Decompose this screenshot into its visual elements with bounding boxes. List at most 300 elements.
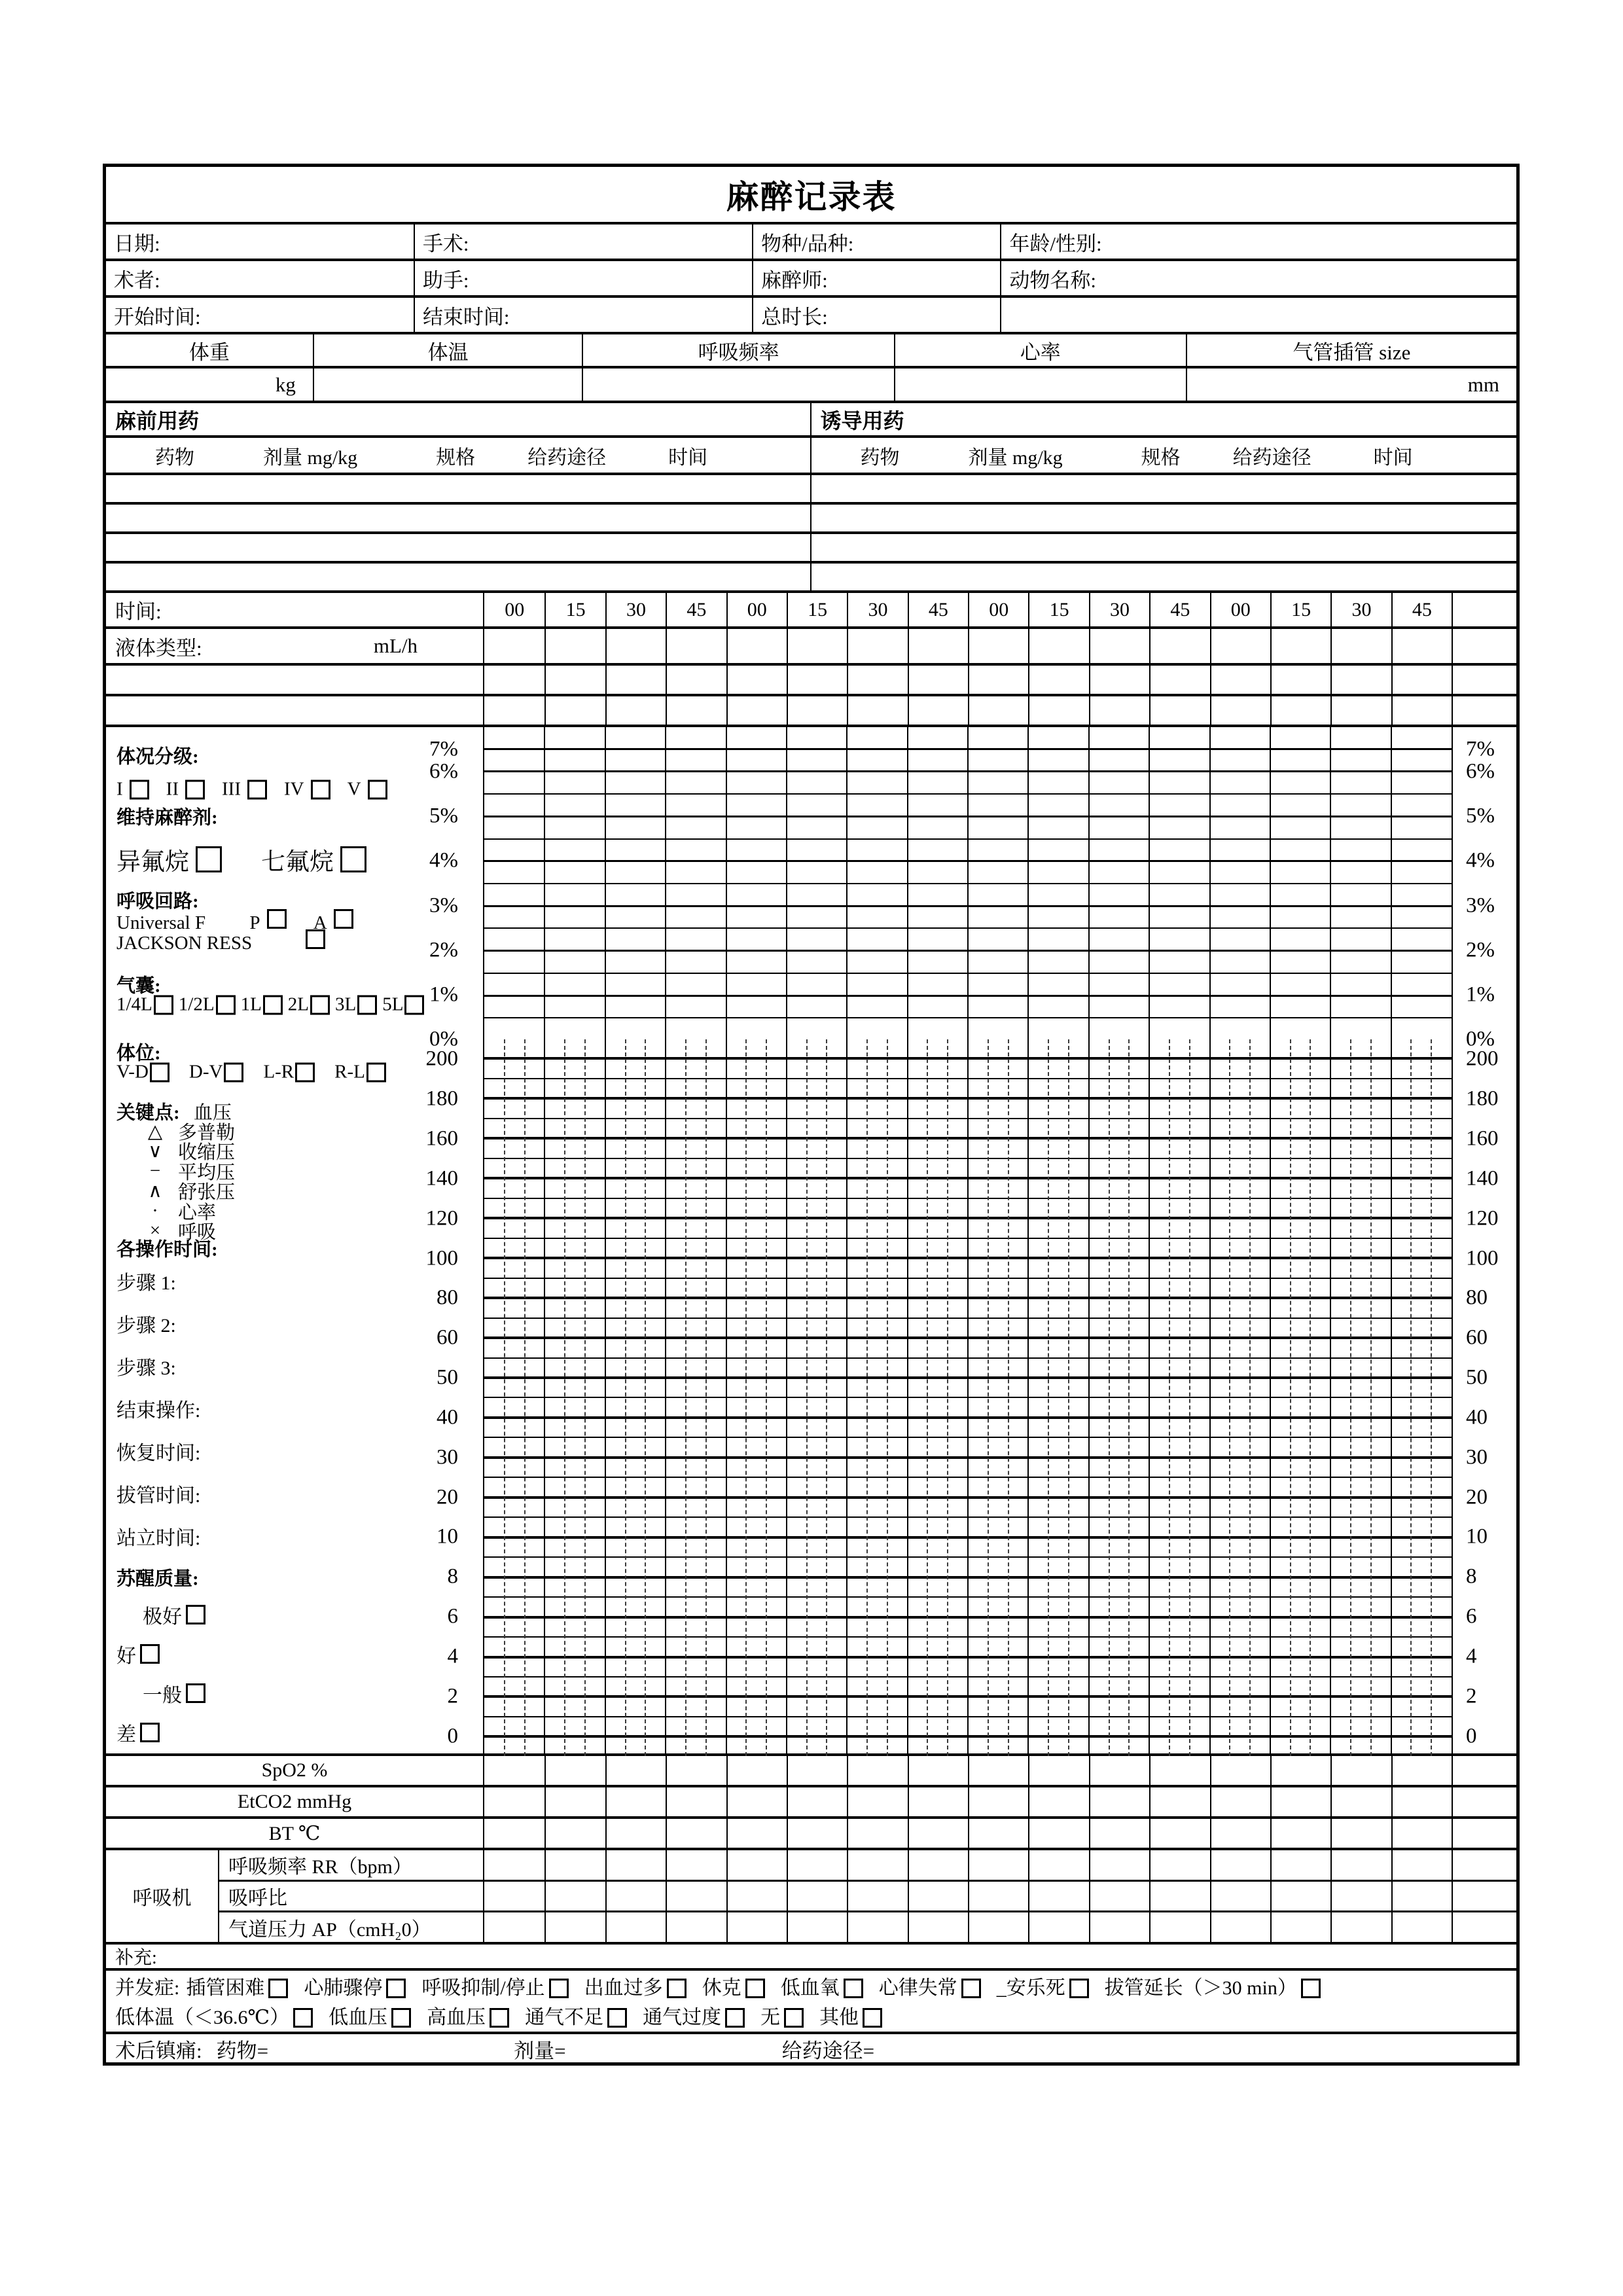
keys-label: 关键点: [116,1102,180,1124]
complications-row [106,1971,1516,2034]
grid-cell [1149,1912,1209,1942]
grid-cell [847,1850,907,1880]
checkbox[interactable] [140,1644,160,1664]
checkbox[interactable] [1301,1979,1321,1998]
legend-label: 舒张压 [178,1182,236,1204]
grid-cell [544,1882,605,1911]
grid-cell [787,666,847,694]
scale-label: 50 [1466,1365,1488,1390]
grid-cell [726,1819,787,1848]
grid-cell [1391,629,1452,663]
recovery-label: 苏醒质量: [116,1568,199,1590]
checkbox[interactable] [607,2008,627,2028]
grid-line [866,1039,868,1756]
checkbox[interactable] [295,1062,315,1082]
grid-cell [787,696,847,725]
complication-option [643,2003,745,2032]
ie-ratio-row [219,1882,1516,1913]
med-entry-row [106,505,1516,534]
grid-line [1209,727,1211,1756]
grid-cell [544,1819,605,1848]
species-field[interactable]: 物种/品种: [753,224,1001,259]
supplement-row[interactable] [106,1945,1516,1971]
premed-entry-cell[interactable] [106,564,812,590]
grid-cell [908,1819,968,1848]
scale-label: 2% [429,938,458,962]
grid-line [1109,1039,1110,1756]
grid-line [1410,1039,1412,1756]
position-options [116,1062,406,1083]
scale-label: 3% [1466,893,1495,918]
grid-cell: 15 [1028,593,1088,626]
page-title: 麻醉记录表 [726,179,897,215]
complication-label: 低血氧 [780,1977,840,1999]
fluid-label-cell [106,629,484,663]
grid-cell [605,629,666,663]
grid-cell: 45 [908,593,968,626]
step-label[interactable]: 站立时间: [116,1527,201,1549]
complication-label: 通气过度 [643,2007,722,2028]
scale-label: 4% [429,848,458,872]
scale-label: 20 [437,1485,458,1509]
animal-name-field[interactable]: 动物名称: [1009,268,1097,292]
checkbox[interactable] [725,2008,745,2028]
extra-row [106,666,1516,696]
legend-symbol: − [149,1160,161,1181]
grid-line [1229,1039,1230,1756]
grid-cell [484,1882,544,1911]
grid-cell: 30 [847,593,907,626]
premed-columns: 药物 剂量 mg/kg 规格 给药途径 时间 [155,446,708,469]
checkbox[interactable] [268,1979,288,1998]
complication-label: 呼吸抑制/停止 [421,1977,545,1999]
grid-cell [1391,666,1452,694]
etco2-row [106,1787,1516,1819]
maintenance-label: 维持麻醉剂: [116,807,218,829]
grid-cell [1028,666,1088,694]
scale-label: 4% [1466,848,1495,872]
grid-line [766,1039,767,1756]
maintenance-options [116,842,406,877]
checkbox[interactable] [1069,1979,1089,1998]
grid-cell: 00 [726,593,787,626]
induction-entry-cell[interactable] [812,475,1517,502]
complication-label: 高血压 [427,2007,486,2028]
grid-cell [1089,1819,1149,1848]
step-label[interactable]: 步骤 1: [116,1272,176,1294]
scale-label: 0 [447,1724,458,1748]
grid-cell [1028,1787,1088,1816]
grid-cell [605,1756,666,1785]
complication-option [781,1973,863,2003]
bag-label: 气囊: [116,975,161,997]
grid-line [1008,1039,1009,1756]
checkbox[interactable] [667,1979,687,1998]
grid-line [605,727,606,1756]
weight-input-cell[interactable]: kg [106,368,314,401]
bt-label: BT ℃ [106,1819,484,1848]
grid-cell [544,696,605,725]
checkbox[interactable] [185,780,205,799]
scale-label: 60 [437,1325,458,1350]
grid-line [1128,1039,1130,1756]
grid-cell [1391,1850,1452,1880]
anesthetist-field[interactable]: 麻醉师: [753,261,1001,295]
temp-input-cell[interactable] [314,368,584,401]
recovery-options [116,1595,205,1752]
scale-label: 40 [1466,1405,1488,1429]
grid-cell [1210,1850,1270,1880]
checkbox[interactable] [224,1062,243,1082]
age-sex-field[interactable]: 年龄/性别: [1009,232,1102,255]
recovery-option-label: 一般 [143,1685,182,1706]
steps-list [116,1259,200,1557]
grid-cell [787,1756,847,1785]
scale-label: 80 [1466,1285,1488,1310]
grid-cell [1452,1819,1516,1848]
scale-label: 1% [1466,982,1495,1007]
asa-option-label: IV [283,778,304,800]
grid-cell: 30 [1089,593,1149,626]
grid-cell [847,1912,907,1942]
grid-cell [1149,666,1209,694]
grid-cell [908,696,968,725]
grid-cell [1210,666,1270,694]
checkbox[interactable] [863,2008,882,2028]
scale-label: 40 [437,1405,458,1429]
grid-cell: 30 [605,593,666,626]
legend-label: 多普勒 [178,1122,236,1143]
premed-entry-cell[interactable] [106,475,812,502]
checkbox[interactable] [745,1979,765,1998]
checkbox[interactable] [340,846,366,872]
supplement-label: 补充: [115,1948,157,1968]
grid-cell: 00 [1210,593,1270,626]
grid-cell [1210,1912,1270,1942]
checkbox[interactable] [267,909,287,929]
checkbox[interactable] [186,1605,205,1624]
scale-label: 10 [437,1524,458,1549]
induction-entry-cell[interactable] [812,534,1517,561]
spo2-label: SpO2 % [106,1756,484,1785]
complication-label: 心律失常 [878,1977,957,1999]
etco2-label: EtCO2 mmHg [106,1787,484,1816]
scale-label: 140 [1466,1166,1499,1191]
extra-row-label[interactable] [106,666,484,694]
grid-cell [1270,1819,1330,1848]
grid-cell: 00 [505,598,525,620]
resp-rate-header: 呼吸频率 [583,334,895,366]
complication-label: 休克 [702,1977,741,1999]
grid-cell [666,1850,726,1880]
checkbox[interactable] [549,1979,569,1998]
grid-cell [484,1819,544,1848]
grid-line [685,1039,687,1756]
grid-cell [1452,593,1516,626]
grid-line [544,727,545,1756]
scale-label: 20 [1466,1485,1488,1509]
grid-line [927,1039,928,1756]
grid-cell [605,666,666,694]
grid-cell [484,1787,544,1816]
checkbox[interactable] [366,1062,386,1082]
fluid-cells [484,629,1516,663]
scale-label: 180 [1466,1086,1499,1111]
grid-line [846,727,847,1756]
grid-cell [908,1787,968,1816]
checkbox[interactable] [961,1979,981,1998]
circuit-p-label: P [249,912,260,933]
grid-cell [847,1819,907,1848]
induction-entry-cell[interactable] [812,505,1517,531]
grid-line [907,727,908,1756]
extra-row-label[interactable] [106,696,484,725]
premed-entry-cell[interactable] [106,505,812,531]
med-entry-row [106,534,1516,564]
grid-cell [1089,1912,1149,1942]
bag-option-label: 3L [335,994,357,1015]
checkbox[interactable] [391,2008,411,2028]
grid-cell [1149,629,1209,663]
hr-input-cell[interactable] [895,368,1187,401]
complication-option [584,1973,687,2003]
grid-line [826,1039,827,1756]
checkbox[interactable] [404,995,424,1014]
circuit-universal-label: Universal F [116,912,206,933]
asa-option-label: III [222,778,241,800]
analgesia-dose[interactable]: 剂量= [514,2039,566,2062]
grid-cell: 45 [1149,593,1209,626]
grid-cell [1330,629,1391,663]
checkbox[interactable] [154,995,173,1014]
grid-line [806,1039,808,1756]
scale-label: 3% [429,893,458,918]
grid-cell [605,1819,666,1848]
checkbox[interactable] [150,1062,169,1082]
scale-label: 60 [1466,1325,1488,1350]
grid-cell [666,1756,726,1785]
checkbox[interactable] [216,995,236,1014]
grid-line [1330,727,1331,1756]
grid-line [1249,1039,1251,1756]
complication-label: 拔管延长（＞30 min） [1104,1977,1297,1999]
resp-input-cell[interactable] [583,368,895,401]
grid-cell [1391,1756,1452,1785]
total-duration-field[interactable]: 总时长: [753,298,1001,332]
grid-line [1290,1039,1291,1756]
complication-option [329,2003,411,2032]
scale-label: 6% [429,759,458,783]
ie-ratio-label: 吸呼比 [219,1882,484,1911]
legend-symbol: ∧ [148,1181,162,1202]
ett-input-cell[interactable]: mm [1467,372,1499,396]
grid-cell [1452,1850,1516,1880]
scale-label: 7% [1466,737,1495,761]
circuit-a-label: A [313,912,327,933]
checkbox[interactable] [310,995,330,1014]
checkbox[interactable] [844,1979,863,1998]
grid-cell [1210,1819,1270,1848]
vitals-unit-row [106,368,1516,403]
grid-cell [968,1850,1028,1880]
grid-line [947,1039,948,1756]
grid-cell [1330,1850,1391,1880]
grid-cell [1270,1912,1330,1942]
surgery-field[interactable]: 手术: [415,224,753,259]
grid-line [786,727,787,1756]
scale-label: 160 [1466,1126,1499,1151]
grid-cell [1270,666,1330,694]
grid-line [1189,1039,1190,1756]
checkbox[interactable] [386,1979,406,1998]
grid-line [1048,1039,1049,1756]
assistant-field[interactable]: 助手: [415,261,753,295]
induction-title: 诱导用药 [820,408,904,433]
analgesia-route[interactable]: 给药途径= [781,2039,875,2062]
grid-cell [1270,696,1330,725]
complication-option [427,2003,509,2032]
checkbox[interactable] [186,1683,205,1703]
complication-option [304,1973,406,2003]
heart-rate-header: 心率 [895,334,1187,366]
checkbox[interactable] [196,846,222,872]
checkbox[interactable] [311,780,330,799]
date-field[interactable]: 日期: [106,224,415,259]
scale-label: 4 [1466,1644,1477,1668]
grid-cell [968,1882,1028,1911]
grid-line [745,1039,747,1756]
grid-cell: 30 [1330,593,1391,626]
grid-cell [1330,1882,1391,1911]
recovery-option [116,1713,205,1752]
analgesia-row [106,2034,1516,2064]
grid-cell [787,1787,847,1816]
grid-line [625,1039,626,1756]
checkbox[interactable] [247,780,267,799]
grid-cell [968,1819,1028,1848]
grid-cell [1149,1882,1209,1911]
grid-cell [1149,1819,1209,1848]
med-entry-row [106,475,1516,505]
complication-option [115,2003,313,2032]
grid-cell [787,1912,847,1942]
grid-line [1027,727,1029,1756]
grid-cell [908,1882,968,1911]
extra-row-cells [484,666,1516,694]
step-label[interactable]: 步骤 2: [116,1314,176,1336]
grid-cell [666,629,726,663]
grid-cell [1330,666,1391,694]
checkbox[interactable] [357,995,377,1014]
complication-option [186,1973,288,2003]
complication-label: 其他 [819,2007,859,2028]
grid-cell [605,1882,666,1911]
grid-cell [726,1912,787,1942]
position-option-label: R-L [334,1061,365,1083]
checkbox[interactable] [130,780,149,799]
checkbox[interactable] [263,995,283,1014]
chart-sidebar [106,727,484,1753]
scale-label: 2 [447,1684,458,1708]
grid-cell [908,1756,968,1785]
checkbox[interactable] [293,2008,313,2028]
analgesia-drug[interactable]: 药物= [216,2039,269,2062]
position-label: 体位: [116,1043,161,1064]
asa-option-label: V [347,778,361,800]
grid-cell [968,666,1028,694]
grid-cell [1330,1912,1391,1942]
bag-option-label: 2L [287,994,309,1015]
extra-row [106,696,1516,727]
checkbox[interactable] [784,2008,804,2028]
scale-label: 4 [447,1644,458,1668]
bag-option-label: 1/2L [178,994,215,1015]
grid-cell [1149,1850,1209,1880]
med-title-row [106,403,1516,438]
airway-pressure-row [219,1912,1516,1942]
grid-line [988,1039,989,1756]
asa-options [116,779,387,800]
checkbox[interactable] [334,909,353,929]
time-row [106,593,1516,629]
recovery-option-label: 极好 [143,1606,182,1628]
grid-line [1310,1039,1311,1756]
surgeon-field[interactable]: 术者: [106,261,415,295]
grid-cell [484,1912,544,1942]
grid-cell [1089,629,1149,663]
end-time-field[interactable]: 结束时间: [415,298,753,332]
premed-entry-cell[interactable] [106,534,812,561]
checkbox[interactable] [140,1723,160,1742]
grid-line [1149,727,1150,1756]
grid-cell: 15 [787,593,847,626]
form-header [106,167,1516,224]
legend-label: 平均压 [178,1162,236,1183]
induction-entry-cell[interactable] [812,564,1517,590]
scale-label: 5% [429,804,458,828]
complication-option [760,2003,804,2032]
time-label: 时间: [106,593,484,626]
step-label[interactable]: 步骤 3: [116,1357,176,1379]
induction-columns: 药物 剂量 mg/kg 规格 给药途径 时间 [860,446,1413,469]
checkbox[interactable] [490,2008,509,2028]
step-label[interactable]: 拔管时间: [116,1484,201,1507]
legend-label: 呼吸 [178,1222,217,1244]
circuit-jackson-label: JACKSON RESS [116,933,253,954]
start-time-field[interactable]: 开始时间: [106,298,415,332]
grid-cell [1452,1756,1516,1785]
grid-line [1088,727,1090,1756]
keys-bp-label: 血压 [193,1102,232,1124]
scale-label: 5% [1466,804,1495,828]
scale-label: 50 [437,1365,458,1390]
grid-cell [968,696,1028,725]
grid-cell [726,1756,787,1785]
spo2-cells [484,1756,1516,1785]
grid-cell [1391,1912,1452,1942]
complication-label: 低体温（＜36.6℃） [115,2007,290,2028]
grid-cell [847,629,907,663]
checkbox[interactable] [368,780,387,799]
complication-label: _安乐死 [996,1977,1065,1999]
recovery-option [116,1674,205,1713]
asa-label: 体况分级: [116,746,199,768]
checkbox[interactable] [306,929,325,949]
step-label[interactable]: 结束操作: [116,1399,201,1422]
grid-cell [847,696,907,725]
step-label[interactable]: 恢复时间: [116,1442,201,1464]
med-entry-row [106,564,1516,593]
